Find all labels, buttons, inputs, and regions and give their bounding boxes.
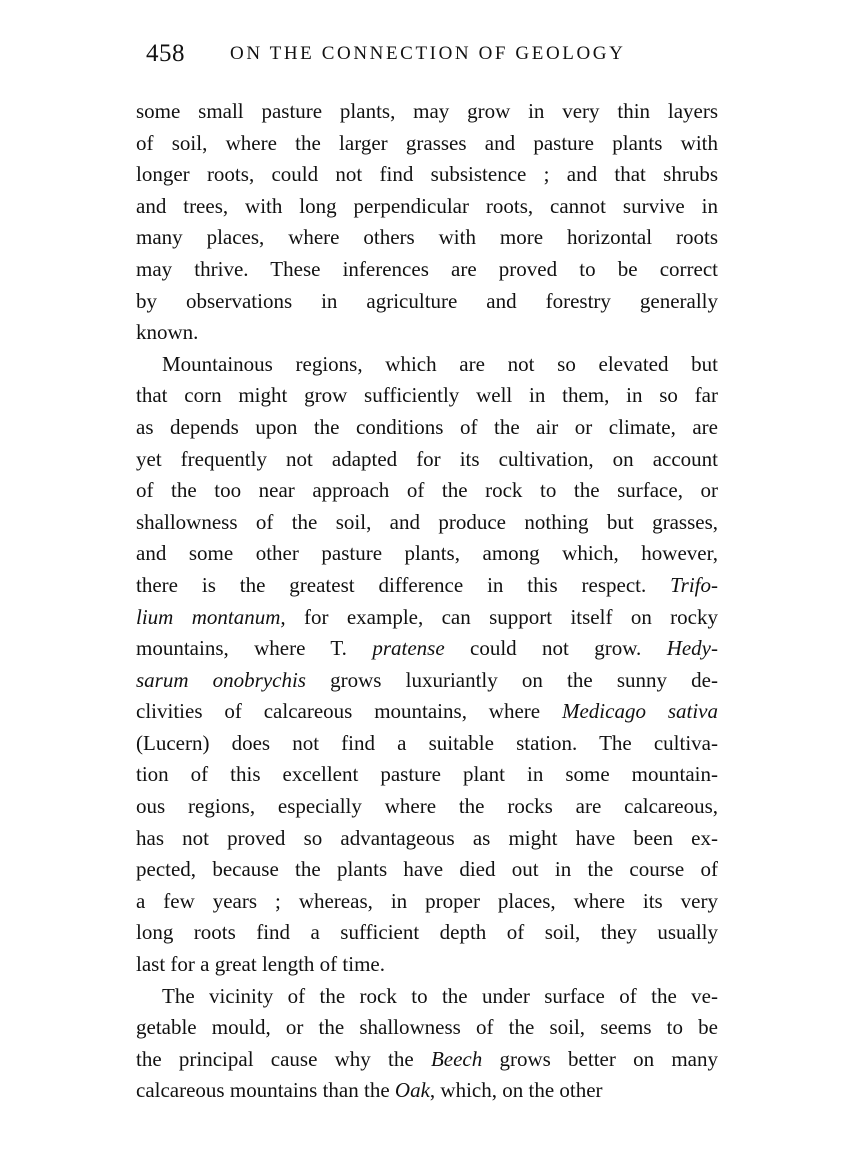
text-line [136,949,718,981]
italic-run: Beech [430,1046,483,1071]
text-run: as depends upon the conditions of the air or climate, are [136,414,718,439]
text-line [136,538,718,570]
text-line [136,475,718,507]
text-line [136,696,718,728]
text-line [136,159,718,191]
text-run: grows better on many [482,1046,718,1071]
text-run: pected, because the plants have died out in the course of [136,857,718,882]
text-line [136,759,718,791]
text-run: there is the greatest difference in this respect. [136,572,671,597]
text-line [136,96,718,128]
text-line [136,823,718,855]
running-head-title: ON THE CONNECTION OF GEOLOGY [230,43,626,64]
paragraph [136,981,718,1107]
text-run: last for a great length of time. [136,952,385,977]
text-run: yet frequently not adapted for its cultivation, on account [136,446,718,471]
text-line [136,128,718,160]
text-line [136,222,718,254]
text-run: that corn might grow sufficiently well in them, in so far [136,383,718,408]
text-run: mountains, where T. [136,636,373,661]
text-run: shallowness of the soil, and produce nothing but grasses, [136,509,718,534]
text-run: the principal cause why the [136,1046,431,1071]
paragraph [136,349,718,981]
text-run: some small pasture plants, may grow in very thin layers [136,99,718,123]
text-line [136,728,718,760]
text-run: of soil, where the larger grasses and pasture plants with [136,130,718,155]
text-run: known. [136,320,199,345]
italic-run: Medicago sativa [561,699,718,724]
text-line [136,570,718,602]
body-text [136,96,718,1107]
text-run: grows luxuriantly on the sunny de- [305,667,718,692]
text-run: tion of this excellent pasture plant in some mountain- [136,762,718,787]
text-run: calcareous mountains than the [136,1078,395,1103]
text-line [136,854,718,886]
text-run: ous regions, especially where the rocks are calcareous, [136,794,718,819]
text-line [136,1012,718,1044]
text-run: for example, can support itself on rocky [285,604,718,629]
text-run: long roots find a sufficient depth of soil, they usually [136,920,718,945]
text-run: of the too near approach of the rock to the surface, or [136,478,718,503]
italic-run: Oak [394,1078,430,1103]
text-line [136,191,718,223]
text-line [136,1075,718,1107]
text-line [136,317,718,349]
italic-run: Hedy- [641,636,718,661]
text-run: many places, where others with more horizontal roots [136,225,718,250]
text-run: may thrive. These inferences are proved to be correct [136,256,718,281]
text-run: a few years ; whereas, in proper places, where its very [136,888,718,913]
text-run: and some other pasture plants, among which, however, [136,541,718,566]
text-line [136,633,718,665]
text-run: could not grow. [444,636,642,661]
text-run: has not proved so advantageous as might have been ex- [136,825,718,850]
running-head [136,34,718,74]
text-line [136,286,718,318]
text-run: clivities of calcareous mountains, where [136,699,562,724]
italic-run: lium montanum, [136,604,286,629]
paragraph [136,96,718,349]
text-line [136,1044,718,1076]
text-line [136,349,718,381]
text-line [136,791,718,823]
text-line [136,981,718,1013]
text-line [136,380,718,412]
italic-run: Trifo- [670,572,718,597]
text-line [136,886,718,918]
text-run: getable mould, or the shallowness of the soil, seems to be [136,1015,718,1040]
text-run: Mountainous regions, which are not so elevated but [162,351,718,376]
page-number: 458 [146,40,185,67]
book-page [136,34,718,1107]
text-run: and trees, with long perpendicular roots, cannot survive in [136,193,718,218]
text-line [136,444,718,476]
text-run: , which, on the other [429,1078,603,1103]
text-run: by observations in agriculture and forestry generally [136,288,718,313]
text-line [136,917,718,949]
text-line [136,412,718,444]
text-run: (Lucern) does not find a suitable station. The cultiva- [136,730,718,755]
text-line [136,507,718,539]
italic-run: sarum onobrychis [136,667,306,692]
text-line [136,602,718,634]
text-run: The vicinity of the rock to the under surface of the ve- [162,983,718,1008]
text-line [136,254,718,286]
italic-run: pratense [372,636,445,661]
text-line [136,665,718,697]
text-run: longer roots, could not find subsistence ; and that shrubs [136,162,718,187]
